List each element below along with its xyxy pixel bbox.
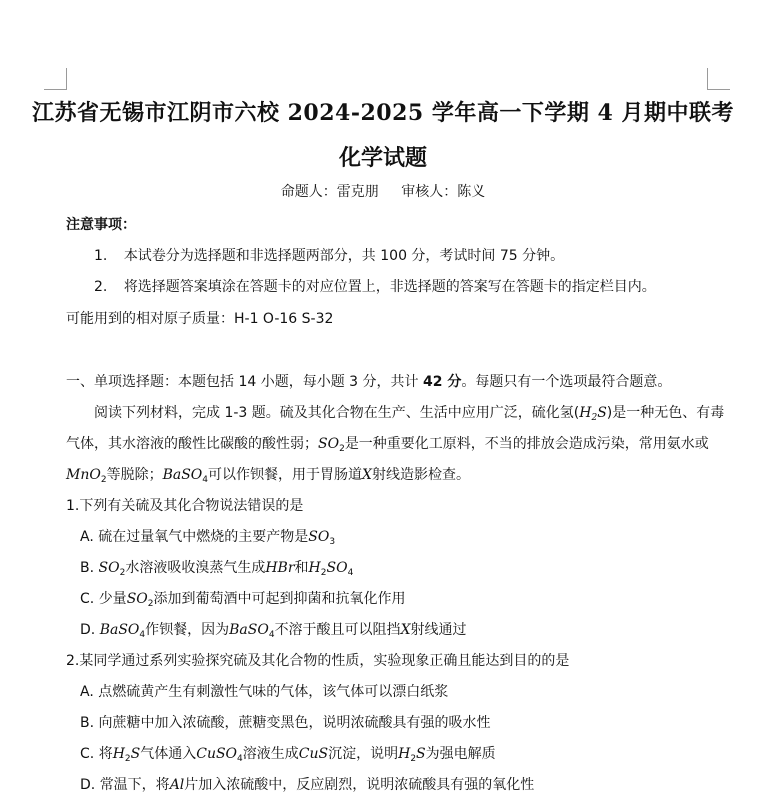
section-heading-prefix: 一、单项选择题：本题包括 14 小题，每小题 3 分，共计 bbox=[66, 374, 423, 390]
formula: HBr bbox=[265, 560, 295, 576]
notice-item-text: 本试卷分为选择题和非选择题两部分，共 100 分，考试时间 75 分钟。 bbox=[123, 248, 565, 264]
option-label: B. bbox=[80, 560, 95, 576]
passage-text: 是一种重要化工原料，不当的排放会造成污染，常用氨水或 bbox=[344, 436, 709, 452]
option-label: D. bbox=[80, 777, 96, 793]
option-text: 沉淀，说明 bbox=[328, 746, 399, 762]
formula: BaSO bbox=[99, 622, 140, 638]
reviewer-name: 审核人：陈义 bbox=[401, 184, 486, 200]
setter-name: 命题人：雷克朋 bbox=[280, 184, 379, 200]
option-text: 水溶液吸收溴蒸气生成 bbox=[125, 560, 266, 576]
passage-text: 射线造影检查。 bbox=[371, 467, 470, 483]
formula-part: S bbox=[597, 405, 607, 421]
crop-mark-top-left-vertical bbox=[66, 68, 67, 90]
q2-option-d bbox=[80, 774, 534, 794]
option-text: 添加到葡萄酒中可起到抑菌和抗氧化作用 bbox=[153, 591, 406, 607]
formula-subscript: 4 bbox=[139, 630, 146, 640]
option-text: 作钡餐，因为 bbox=[145, 622, 230, 638]
option-text: 向蔗糖中加入浓硫酸，蔗糖变黑色，说明浓硫酸具有强的吸水性 bbox=[98, 715, 491, 731]
formula-baso4 bbox=[163, 467, 203, 483]
q1-option-b bbox=[80, 557, 353, 578]
option-label: B. bbox=[80, 715, 95, 731]
document-subtitle: 化学试题 bbox=[338, 145, 427, 171]
formula-subscript: 2 bbox=[320, 568, 327, 578]
option-text: 气体通入 bbox=[140, 746, 197, 762]
formula-subscript: 2 bbox=[100, 475, 107, 485]
formula-so2 bbox=[318, 436, 339, 452]
notice-heading: 注意事项： bbox=[66, 217, 136, 233]
formula-subscript: 2 bbox=[147, 599, 154, 609]
passage-line-3 bbox=[66, 464, 470, 485]
q2-option-b bbox=[80, 712, 491, 732]
option-text: 点燃硫黄产生有刺激性气味的气体，该气体可以漂白纸浆 bbox=[98, 684, 449, 700]
document-title: 江苏省无锡市江阴市六校 2024-2025 学年高一下学期 4 月期中联考 bbox=[31, 100, 735, 126]
option-label: D. bbox=[80, 622, 96, 638]
option-text: 和 bbox=[294, 560, 309, 576]
formula-subscript: 2 bbox=[119, 568, 126, 578]
option-text: 将 bbox=[98, 746, 113, 762]
option-label: C. bbox=[80, 746, 95, 762]
passage-line-1 bbox=[94, 402, 724, 423]
notice-item-number: 2. bbox=[94, 279, 108, 295]
option-label: A. bbox=[80, 684, 94, 700]
section-heading-suffix: 。每题只有一个选项最符合题意。 bbox=[461, 374, 672, 390]
section-total-score: 42 分 bbox=[422, 374, 462, 390]
formula-subscript: 2 bbox=[410, 754, 417, 764]
formula: SO bbox=[326, 560, 348, 576]
formula: X bbox=[400, 622, 411, 638]
formula-x: X bbox=[362, 467, 372, 483]
formula-subscript: 2 bbox=[124, 754, 131, 764]
formula-part: BaSO bbox=[162, 467, 203, 483]
formula-subscript: 4 bbox=[237, 754, 243, 764]
formula-subscript: 4 bbox=[202, 475, 209, 485]
option-label: A. bbox=[80, 529, 94, 545]
formula-subscript: 3 bbox=[329, 537, 336, 547]
q1-option-c bbox=[80, 588, 406, 609]
formula-subscript: 4 bbox=[268, 630, 275, 640]
crop-mark-top-right-vertical bbox=[707, 68, 708, 90]
formula-mno2 bbox=[66, 467, 101, 483]
formula-subscript: 4 bbox=[347, 568, 354, 578]
formula: SO bbox=[98, 560, 120, 576]
atomic-mass-line: 可能用到的相对原子质量：H-1 O-16 S-32 bbox=[66, 311, 334, 327]
formula: H bbox=[112, 746, 125, 762]
formula: CuS bbox=[298, 746, 329, 762]
formula: S bbox=[130, 746, 141, 762]
passage-text: 阅读下列材料，完成 1-3 题。硫及其化合物在生产、生活中应用广泛，硫化氢( bbox=[94, 405, 580, 421]
notice-item bbox=[94, 245, 564, 265]
option-label: C. bbox=[80, 591, 95, 607]
formula-part: H bbox=[579, 405, 592, 421]
formula: CuSO bbox=[196, 746, 238, 762]
option-text: 射线通过 bbox=[410, 622, 467, 638]
formula: S bbox=[416, 746, 426, 762]
formula: BaSO bbox=[229, 622, 269, 638]
formula: SO bbox=[126, 591, 148, 607]
crop-mark-top-left-horizontal bbox=[44, 89, 67, 90]
q1-option-a bbox=[80, 526, 335, 547]
option-text: 片加入浓硫酸中，反应剧烈，说明浓硫酸具有强的氧化性 bbox=[184, 777, 535, 793]
crop-mark-top-right-horizontal bbox=[707, 89, 730, 90]
formula: H bbox=[308, 560, 321, 576]
formula: H bbox=[398, 746, 411, 762]
formula-subscript: 2 bbox=[339, 444, 345, 454]
option-text: 硫在过量氧气中燃烧的主要产物是 bbox=[98, 529, 309, 545]
notice-item-number: 1. bbox=[94, 248, 108, 264]
q2-option-c bbox=[80, 743, 496, 764]
passage-line-2 bbox=[66, 433, 709, 454]
question-1-stem: 1.下列有关硫及其化合物说法错误的是 bbox=[66, 498, 304, 514]
formula-subscript: 2 bbox=[591, 413, 598, 423]
option-text: 常温下，将 bbox=[99, 777, 170, 793]
option-text: 不溶于酸且可以阻挡 bbox=[274, 622, 401, 638]
section-heading bbox=[66, 371, 671, 391]
q1-option-d bbox=[80, 619, 467, 640]
notice-item-text: 将选择题答案填涂在答题卡的对应位置上，非选择题的答案写在答题卡的指定栏目内。 bbox=[123, 279, 656, 295]
passage-text: )是一种无色、有毒 bbox=[606, 405, 725, 421]
formula-part: MnO bbox=[66, 467, 101, 483]
passage-text: 等脱除； bbox=[106, 467, 163, 483]
authors-line bbox=[0, 181, 766, 201]
notice-item bbox=[94, 276, 656, 296]
passage-text: 可以作钡餐，用于胃肠道 bbox=[208, 467, 363, 483]
formula: SO bbox=[308, 529, 330, 545]
formula-h2s bbox=[579, 405, 607, 421]
option-text: 少量 bbox=[98, 591, 127, 607]
option-text: 溶液生成 bbox=[242, 746, 299, 762]
formula-part: SO bbox=[318, 436, 340, 452]
question-2-stem: 2.某同学通过系列实验探究硫及其化合物的性质，实验现象正确且能达到目的的是 bbox=[66, 653, 570, 669]
q2-option-a bbox=[80, 681, 448, 701]
option-text: 为强电解质 bbox=[425, 746, 496, 762]
formula: Al bbox=[169, 777, 185, 793]
passage-text: 气体，其水溶液的酸性比碳酸的酸性弱； bbox=[66, 436, 318, 452]
